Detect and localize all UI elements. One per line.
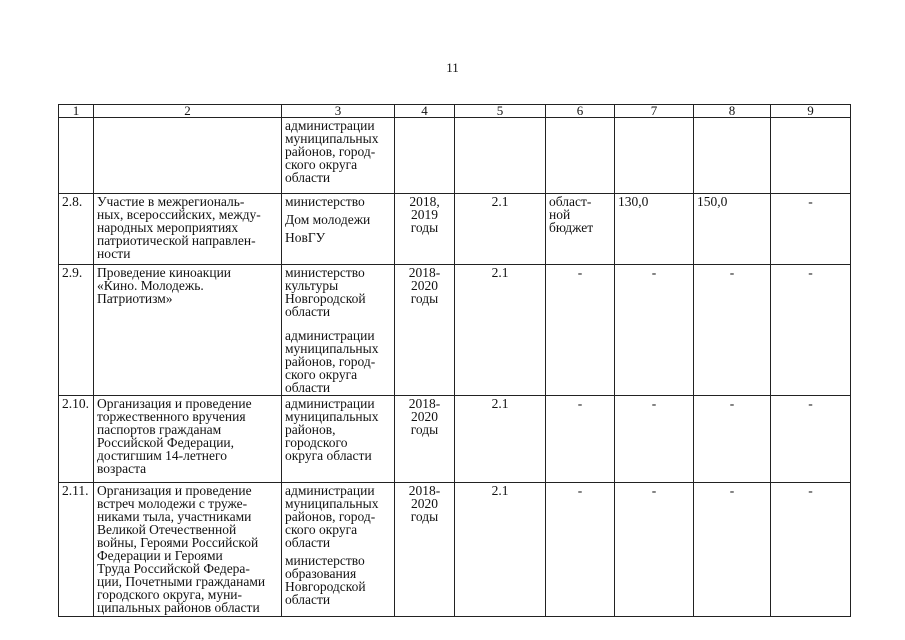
cell-target: 2.1 [455, 483, 546, 617]
cell-num: 2.10. [59, 396, 94, 483]
cell-target: 2.1 [455, 265, 546, 396]
column-header: 2 [94, 105, 282, 118]
cell-period: 2018- 2020 годы [395, 265, 455, 396]
cell-source: - [546, 483, 615, 617]
cell-activity: Проведение киноакции «Кино. Молодежь. Патриотизм» [94, 265, 282, 396]
cell-executor: администрации муниципальных районов, город- ского округа области [282, 118, 395, 194]
cell-2018: - [615, 396, 694, 483]
table-row [59, 265, 851, 396]
cell-executor: администрации муниципальных районов, город- ского округа области министерство образования Новгородской области [282, 483, 395, 617]
cell-num: 2.8. [59, 194, 94, 265]
cell-executor: администрации муниципальных районов, городского округа области [282, 396, 395, 483]
cell-activity: Организация и проведение встреч молодежи с труже- никами тыла, участниками Великой Отечественной войны, Героями Российской Федерации и Героями Труда Российской Федера- ции, Почетными гражданами городского округа, муни- ципальных районов области [94, 483, 282, 617]
column-header: 6 [546, 105, 615, 118]
column-header: 1 [59, 105, 94, 118]
cell-target: 2.1 [455, 194, 546, 265]
column-header: 3 [282, 105, 395, 118]
column-header: 4 [395, 105, 455, 118]
table-header-row [59, 105, 851, 118]
table-row [59, 396, 851, 483]
cell-period: 2018- 2020 годы [395, 483, 455, 617]
cell-2020: - [771, 396, 851, 483]
cell-2019: - [694, 396, 771, 483]
cell-2020: - [771, 483, 851, 617]
cell-activity: Участие в межрегиональ- ных, всероссийских, между- народных мероприятиях патриотической направлен- ности [94, 194, 282, 265]
page-number: 11 [446, 60, 459, 75]
activities-table [58, 104, 851, 617]
cell-period: 2018, 2019 годы [395, 194, 455, 265]
cell-source: област- ной бюджет [546, 194, 615, 265]
column-header: 7 [615, 105, 694, 118]
table-row [59, 483, 851, 617]
cell-2020: - [771, 265, 851, 396]
table-row-continuation [59, 118, 851, 194]
cell-2019: - [694, 265, 771, 396]
cell-activity [94, 118, 282, 194]
cell-num: 2.11. [59, 483, 94, 617]
cell-2019: - [694, 483, 771, 617]
column-header: 8 [694, 105, 771, 118]
cell-target: 2.1 [455, 396, 546, 483]
column-header: 5 [455, 105, 546, 118]
cell-executor: министерство Дом молодежи НовГУ [282, 194, 395, 265]
table-row [59, 194, 851, 265]
cell-period: 2018- 2020 годы [395, 396, 455, 483]
cell-num [59, 118, 94, 194]
cell-activity: Организация и проведение торжественного вручения паспортов гражданам Российской Федерации, достигшим 14-летнего возраста [94, 396, 282, 483]
cell-2019: 150,0 [694, 194, 771, 265]
cell-executor: министерство культуры Новгородской области администрации муниципальных районов, город- ского округа области [282, 265, 395, 396]
cell-2018: - [615, 265, 694, 396]
cell-2018: 130,0 [615, 194, 694, 265]
cell-2018: - [615, 483, 694, 617]
cell-num: 2.9. [59, 265, 94, 396]
column-header: 9 [771, 105, 851, 118]
cell-source: - [546, 396, 615, 483]
cell-2020: - [771, 194, 851, 265]
cell-source: - [546, 265, 615, 396]
